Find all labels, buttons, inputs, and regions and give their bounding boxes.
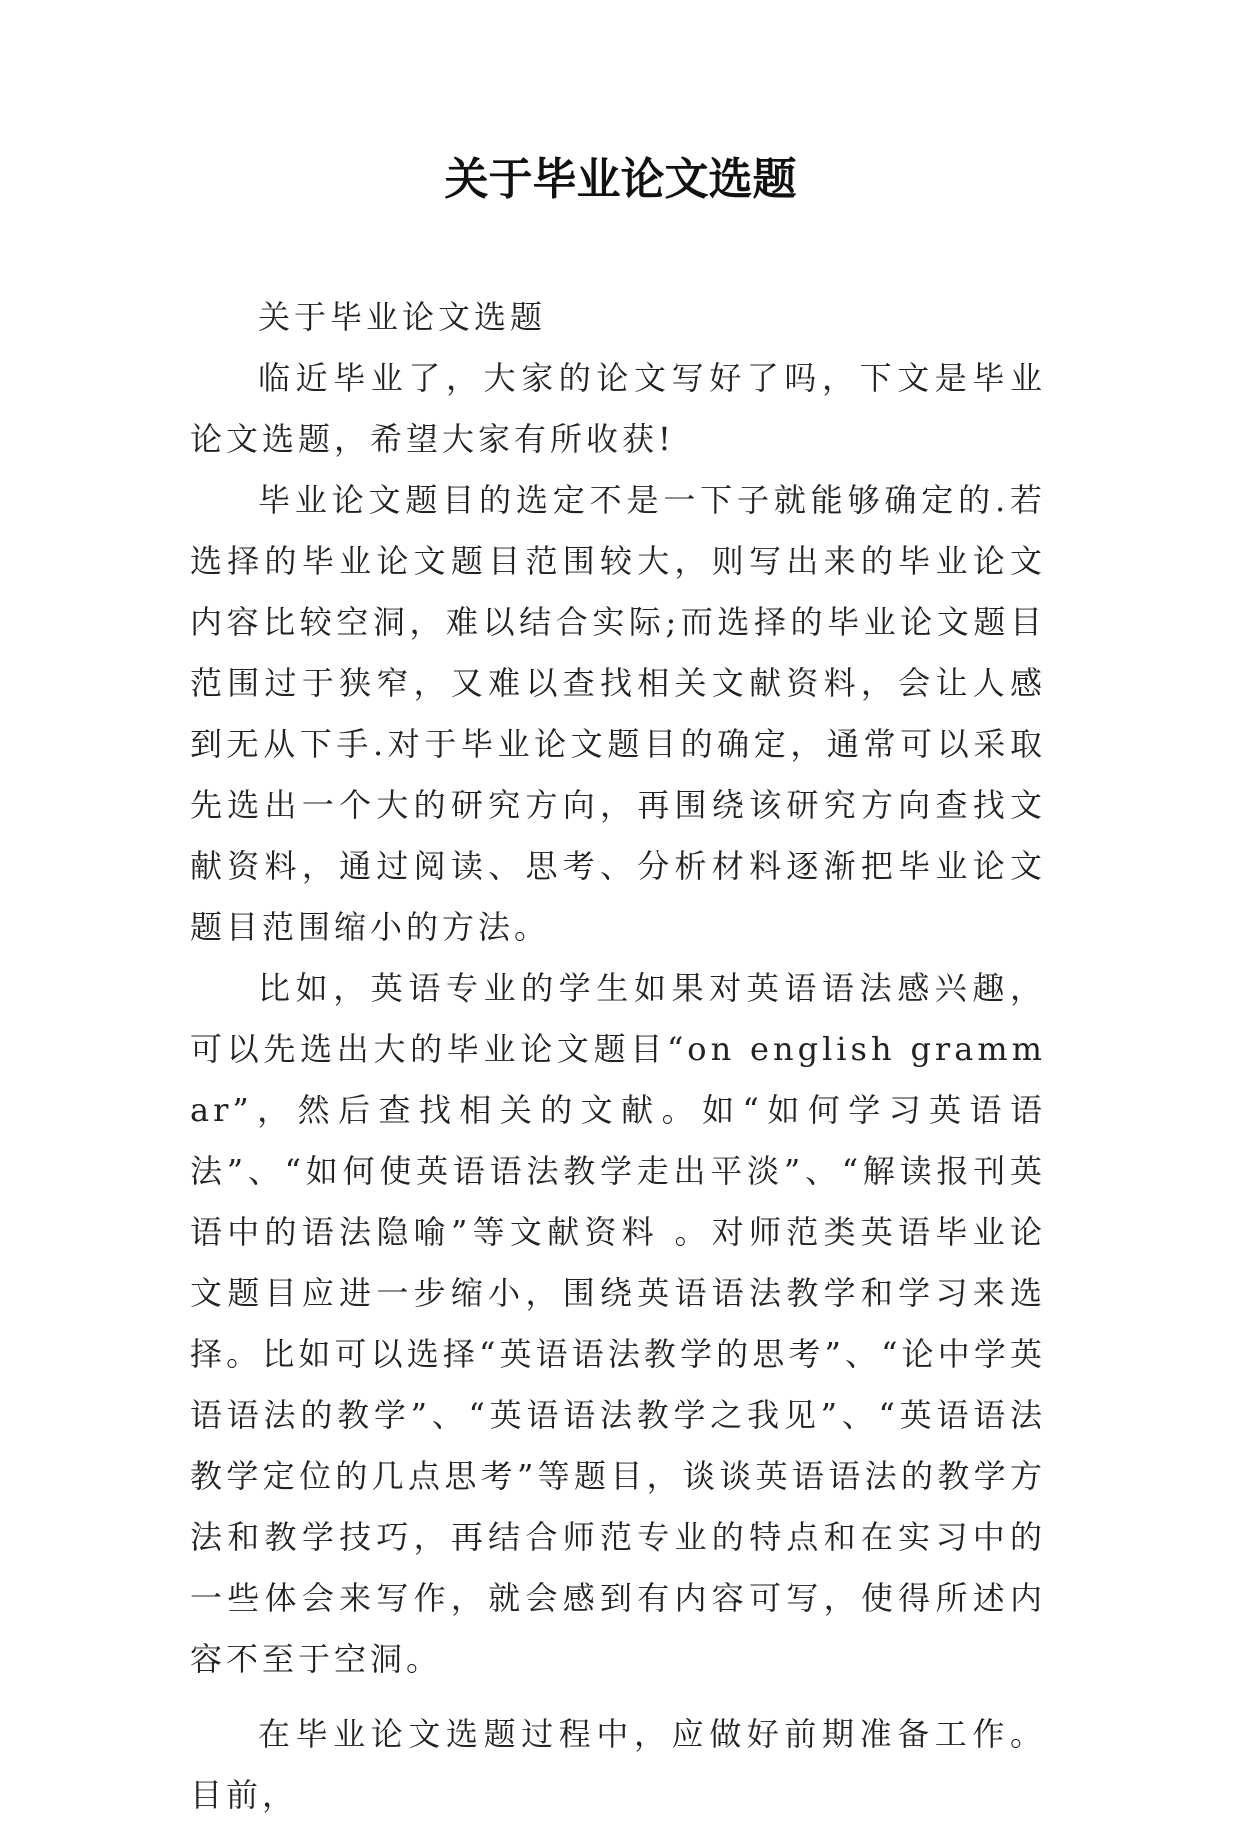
paragraph-subtitle: 关于毕业论文选题 [258, 298, 547, 336]
document-title: 关于毕业论文选题 [444, 154, 797, 205]
document-body [190, 287, 1046, 1826]
paragraph-english-example: 比如，英语专业的学生如果对英语语法感兴趣，可以先选出大的毕业论文题目“on english grammar”，然后查找相关的文献。如“如何学习英语语法”、“如何使英语语法教学走出平淡”、“解读报刊英语中的语法隐喻”等文献资料 。对师范类英语毕业论文题目应进一步缩小，围绕英语语法教学和学习来选择。比如可以选择“英语语法教学的思考”、“论中学英语语法的教学”、“英语语法教学之我见”、“英语语法教学定位的几点思考”等题目，谈谈英语语法的教学方法和教学技巧，再结合师范专业的特点和在实习中的一些体会来写作，就会感到有内容可写，使得所述内容不至于空洞。 [190, 969, 1046, 1678]
paragraph-intro: 临近毕业了，大家的论文写好了吗，下文是毕业论文选题，希望大家有所收获! [190, 359, 1046, 458]
paragraph-topic-selection: 毕业论文题目的选定不是一下子就能够确定的.若选择的毕业论文题目范围较大，则写出来的毕业论文内容比较空洞，难以结合实际;而选择的毕业论文题目范围过于狭窄，又难以查找相关文献资料，会让人感到无从下手.对于毕业论文题目的确定，通常可以采取先选出一个大的研究方向，再围绕该研究方向查找文献资料，通过阅读、思考、分析材料逐渐把毕业论文题目范围缩小的方法。 [190, 481, 1046, 946]
paragraph-preparation: 在毕业论文选题过程中，应做好前期准备工作。目前， [190, 1715, 1046, 1814]
